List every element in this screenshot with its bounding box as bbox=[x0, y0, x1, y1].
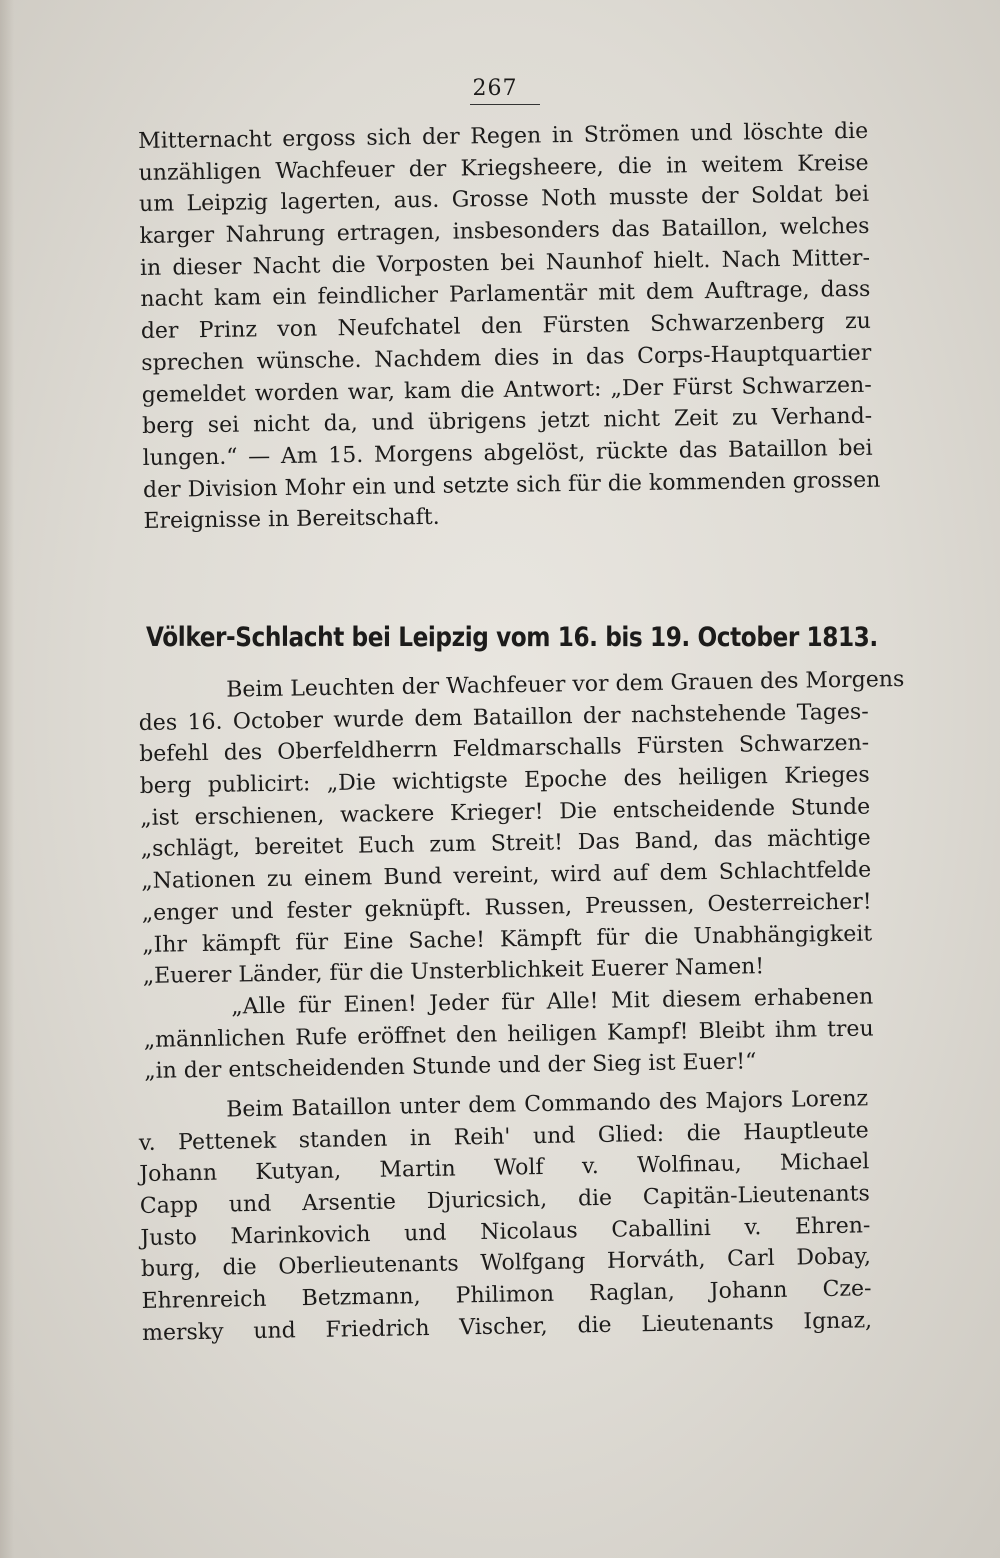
text-line: „enger und fester geknüpft. Russen, Preussen, Oesterreicher! bbox=[141, 889, 872, 926]
text-line: karger Nahrung ertragen, insbesonders das Bataillon, welches bbox=[139, 213, 870, 250]
paragraph-order-of-the-day bbox=[138, 665, 905, 1088]
text-line: burg, die Oberlieutenants Wolfgang Horváth, Carl Dobay, bbox=[140, 1244, 872, 1283]
text-line: des 16. October wurde dem Bataillon der nachstehende Tages- bbox=[138, 699, 869, 736]
text-line: berg publicirt: „Die wichtigste Epoche des heiligen Krieges bbox=[139, 762, 870, 800]
text-line: gemeldet worden war, kam die Antwort: „Der Fürst Schwarzen- bbox=[141, 372, 872, 408]
text-line: Capp und Arsentie Djuricsich, die Capitän-Lieutenants bbox=[139, 1181, 871, 1220]
text-line: „Euerer Länder, für die Unsterblichkeit Euerer Namen! bbox=[142, 954, 765, 990]
text-line: Beim Leuchten der Wachfeuer vor dem Grauen des Morgens bbox=[226, 666, 905, 703]
text-line: der Division Mohr ein und setzte sich für die kommenden grossen bbox=[142, 467, 881, 503]
paragraph-night-before-battle bbox=[138, 116, 881, 538]
text-line: „Ihr kämpft für Eine Sache! Kämpft für die Unabhängigkeit bbox=[142, 921, 873, 958]
page-number-rule bbox=[470, 104, 540, 105]
text-line: berg sei nicht da, und übrigens jetzt nicht Zeit zu Verhand- bbox=[142, 403, 873, 440]
text-line: in dieser Nacht die Vorposten bei Naunhof hielt. Nach Mitter- bbox=[139, 245, 871, 281]
text-line: „Nationen zu einem Bund vereint, wird auf dem Schlachtfelde bbox=[141, 857, 872, 895]
text-line: Johann Kutyan, Martin Wolf v. Wolfinau, Michael bbox=[139, 1149, 870, 1188]
text-line: „Alle für Einen! Jeder für Alle! Mit diesem erhabenen bbox=[231, 984, 874, 1020]
text-line: mersky und Friedrich Vischer, die Lieutenants Ignaz, bbox=[141, 1308, 873, 1346]
text-line: Ehrenreich Betzmann, Philimon Raglan, Johann Cze- bbox=[141, 1276, 872, 1315]
text-line: „männlichen Rufe eröffnet den heiligen Kampf! Bleibt ihm treu bbox=[143, 1016, 874, 1053]
text-line: lungen.“ — Am 15. Morgens abgelöst, rückte das Bataillon bei bbox=[142, 435, 873, 471]
text-line: unzähligen Wachfeuer der Kriegsheere, die in weitem Kreise bbox=[138, 150, 869, 186]
text-line: „in der entscheidenden Stunde und der Sieg ist Euer!“ bbox=[144, 1049, 757, 1085]
text-line: Mitternacht ergoss sich der Regen in Strömen und löschte die bbox=[138, 118, 869, 154]
paragraph-officer-roster bbox=[138, 1083, 872, 1349]
text-line: v. Pettenek standen in Reih' und Glied: die Hauptleute bbox=[138, 1117, 869, 1156]
text-line: der Prinz von Neufchatel den Fürsten Schwarzenberg zu bbox=[140, 308, 871, 345]
section-heading: Völker-Schlacht bei Leipzig vom 16. bis 19. October 1813. bbox=[146, 622, 878, 653]
text-line: um Leipzig lagerten, aus. Grosse Noth musste der Soldat bei bbox=[138, 182, 870, 218]
text-line: „ist erschienen, wackere Krieger! Die entscheidende Stunde bbox=[140, 794, 871, 831]
text-line: „schlägt, bereitet Euch zum Streit! Das Band, das mächtige bbox=[140, 825, 871, 863]
text-line: befehl des Oberfeldherrn Feldmarschalls Fürsten Schwarzen- bbox=[139, 730, 870, 768]
text-line: Beim Bataillon unter dem Commando des Majors Lorenz bbox=[226, 1086, 869, 1123]
text-line: Ereignisse in Bereitschaft. bbox=[143, 505, 440, 535]
page-edge-shadow bbox=[0, 0, 14, 1558]
page-number: 267 bbox=[472, 76, 518, 101]
text-line: nacht kam ein feindlicher Parlamentär mit dem Auftrage, dass bbox=[140, 277, 871, 313]
text-line: sprechen wünsche. Nachdem dies in das Corps-Hauptquartier bbox=[141, 340, 872, 376]
text-line: Justo Marinkovich und Nicolaus Caballini v. Ehren- bbox=[140, 1212, 871, 1251]
